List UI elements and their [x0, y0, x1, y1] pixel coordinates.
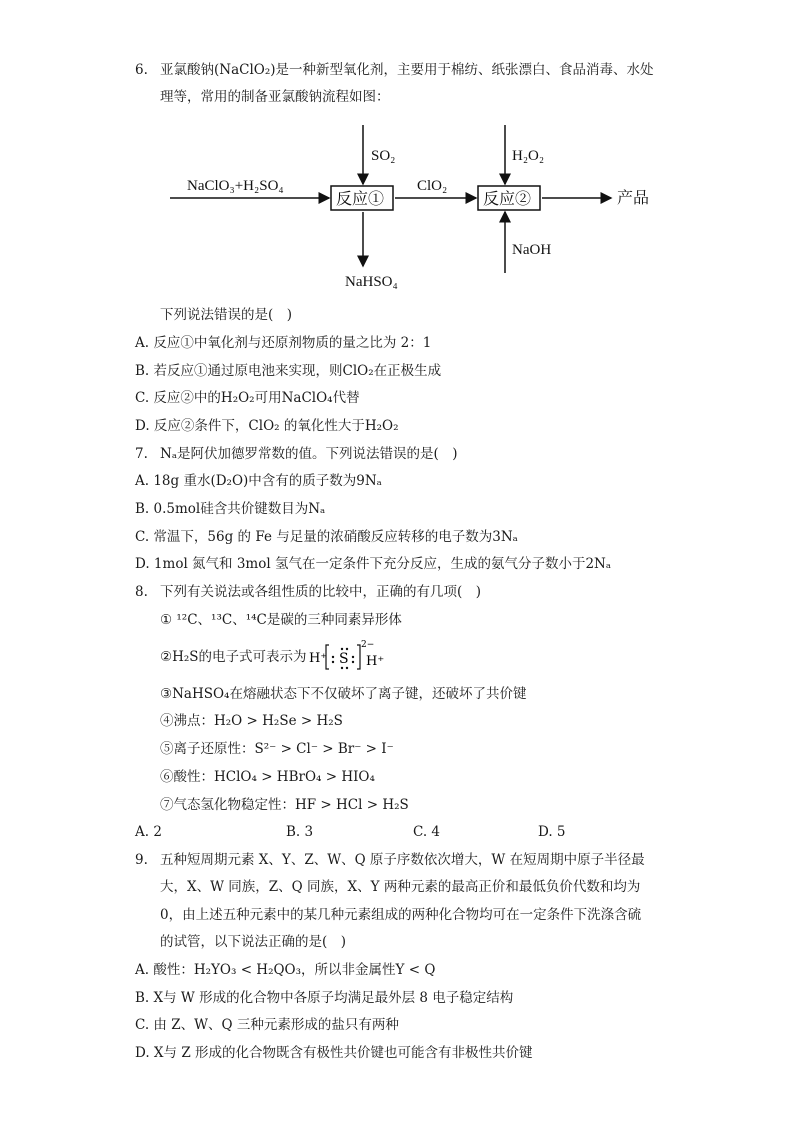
q6-option-b: B. 若反应①通过原电池来实现，则ClO₂在正极生成 [135, 363, 442, 379]
electron-formula-h-left: H⁺ [309, 651, 328, 666]
electron-formula-right-bracket [357, 645, 360, 669]
q8-item-2 [160, 648, 307, 666]
so2-label: SO₂ [371, 148, 396, 164]
reaction1-label: 反应① [336, 191, 385, 208]
q7-option-d: D. 1mol 氮气和 3mol 氢气在一定条件下充分反应，生成的氨气分子数小于2Nₐ [135, 556, 612, 572]
q9-stem-line4: 的试管，以下说法正确的是( ) [160, 934, 347, 950]
nahso4-label: NaHSO₄ [345, 274, 398, 290]
q8-item-3: ③NaHSO₄在熔融状态下不仅破坏了离子键，还破坏了共价键 [160, 686, 527, 702]
q8-stem: 下列有关说法或各组性质的比较中，正确的有几项( ) [160, 584, 482, 600]
q6-stem-line2: 理等，常用的制备亚氯酸钠流程如图： [160, 89, 390, 105]
q8-option-a: A. 2 [135, 824, 162, 840]
q9-option-c: C. 由 Z、W、Q 三种元素形成的盐只有两种 [135, 1017, 399, 1033]
product-label: 产品 [617, 190, 650, 207]
electron-formula-s: S [339, 651, 349, 667]
q7-number: 7. [135, 446, 148, 462]
reaction2-label: 反应② [483, 191, 532, 208]
q9-option-d: D. X与 Z 形成的化合物既含有极性共价键也可能含有非极性共价键 [135, 1045, 533, 1061]
q8-option-c: C. 4 [413, 824, 441, 840]
electron-formula-charge: 2− [361, 640, 375, 650]
q9-stem-line1: 五种短周期元素 X、Y、Z、W、Q 原子序数依次增大，W 在短周期中原子半径最 [160, 852, 645, 868]
q8-item-7: ⑦气态氢化物稳定性：HF > HCl > H₂S [160, 797, 409, 813]
q6-option-d: D. 反应②条件下，ClO₂ 的氧化性大于H₂O₂ [135, 418, 399, 434]
q7-stem: Nₐ是阿伏加德罗常数的值。下列说法错误的是( ) [160, 446, 458, 462]
q6-stem-line1: 亚氯酸钠(NaClO₂)是一种新型氧化剂，主要用于棉纺、纸张漂白、食品消毒、水处 [160, 62, 654, 78]
q8-option-b: B. 3 [286, 824, 314, 840]
electron-formula-h-right: H⁺ [366, 654, 385, 669]
q6-ask: 下列说法错误的是( ) [160, 307, 293, 323]
naoh-label: NaOH [512, 242, 552, 258]
q7-option-c: C. 常温下，56g 的 Fe 与足量的浓硝酸反应转移的电子数为3Nₐ [135, 529, 518, 545]
q9-stem-line2: 大，X、W 同族，Z、Q 同族，X、Y 两种元素的最高正价和最低负价代数和均为 [160, 879, 641, 895]
h2o2-label: H₂O₂ [512, 148, 545, 164]
q8-number: 8. [135, 584, 148, 600]
flow-diagram [165, 120, 665, 295]
q6-number: 6. [135, 62, 148, 78]
q8-item-4: ④沸点：H₂O > H₂Se > H₂S [160, 713, 343, 729]
input-label: NaClO₃+H₂SO₄ [187, 178, 284, 194]
q8-item-6: ⑥酸性：HClO₄ > HBrO₄ > HIO₄ [160, 769, 375, 785]
q8-item-1: ① ¹²C、¹³C、¹⁴C是碳的三种同素异形体 [160, 612, 402, 628]
q6-option-c: C. 反应②中的H₂O₂可用NaClO₄代替 [135, 390, 360, 406]
q8-option-d: D. 5 [538, 824, 566, 840]
electron-formula [309, 637, 399, 675]
q9-option-b: B. X与 W 形成的化合物中各原子均满足最外层 8 电子稳定结构 [135, 990, 514, 1006]
q9-option-a: A. 酸性：H₂YO₃ < H₂QO₃，所以非金属性Y < Q [135, 962, 436, 978]
q8-item-2-text: ②H₂S的电子式可表示为 [160, 649, 307, 665]
q7-option-a: A. 18g 重水(D₂O)中含有的质子数为9Nₐ [135, 473, 382, 489]
q9-stem-line3: 0，由上述五种元素中的某几种元素组成的两种化合物均可在一定条件下洗涤含硫 [160, 907, 642, 923]
clo2-label: ClO₂ [417, 178, 448, 194]
electron-formula-left-bracket [326, 645, 329, 669]
q9-number: 9. [135, 852, 148, 868]
q7-option-b: B. 0.5mol硅含共价键数目为Nₐ [135, 501, 326, 517]
q8-item-5: ⑤离子还原性：S²⁻ > Cl⁻ > Br⁻ > I⁻ [160, 741, 394, 757]
q6-option-a: A. 反应①中氧化剂与还原剂物质的量之比为 2：1 [135, 335, 432, 351]
